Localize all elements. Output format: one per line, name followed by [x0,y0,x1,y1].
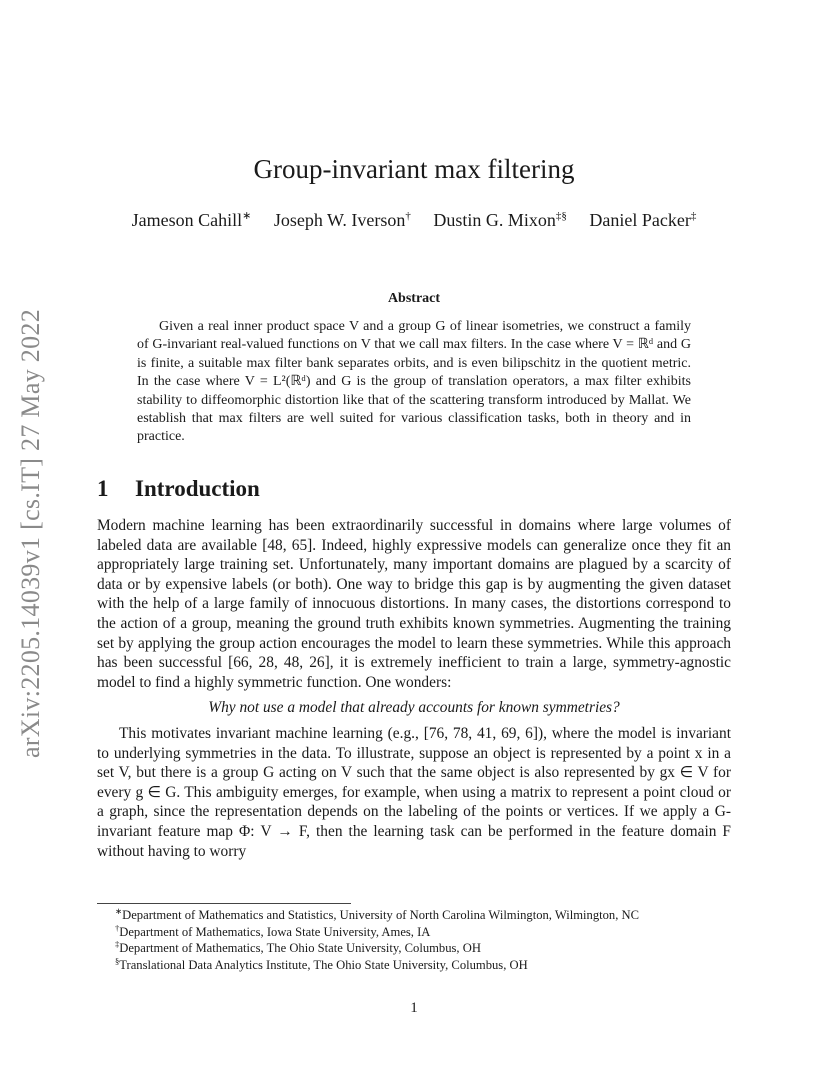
author-list [0,208,828,232]
footnote: †Department of Mathematics, Iowa State University, Ames, IA [115,922,431,939]
page-number: 1 [410,1000,418,1016]
author: Daniel Packer‡ [589,210,697,230]
highlighted-question: Why not use a model that already accounts for known symmetries? [208,699,620,717]
paragraph: This motivates invariant machine learning (e.g., [76, 78, 41, 69, 6]), where the model is invariant to underlying symmetries in the data. To illustrate, suppose an object is represented by a point x in a set V, but there is a group G acting on V such that the same object is also represented by gx ∈ V for every g ∈ G. This ambiguity emerges, for example, when using a matrix to represent a point cloud or a graph, since the representation depends on the labeling of the points or vertices. If we apply a G-invariant feature map Φ: V → F, then the learning task can be performed in the feature domain F without having to worry [97,724,731,860]
author: Joseph W. Iverson† [273,210,411,230]
footnote: ‡Department of Mathematics, The Ohio State University, Columbus, OH [115,938,481,955]
footnote: §Translational Data Analytics Institute, The Ohio State University, Columbus, OH [115,955,528,972]
paragraph: Modern machine learning has been extraordinarily successful in domains where large volumes of labeled data are available [48, 65]. Indeed, highly expressive models can generalize once they fit an appropriately large training set. Unfortunately, many important domains are plagued by a scarcity of data or by expensive labels (or both). One way to bridge this gap is by augmenting the given dataset with the help of a large family of innocuous distortions. In many cases, the distortions correspond to the action of a group, meaning the ground truth exhibits known symmetries. Augmenting the training set by applying the group action encourages the model to learn these symmetries. While this approach has been successful [66, 28, 48, 26], it is extremely inefficient to train a large, symmetry-agnostic model to find a highly symmetric function. One wonders: [97,517,731,691]
footnotes [115,907,735,973]
abstract-heading: Abstract [387,291,441,306]
section-title: Introduction [135,476,260,501]
introduction-body [97,516,731,861]
section-heading [97,475,260,503]
arxiv-stamp: arXiv:2205.14039v1 [cs.IT] 27 May 2022 [16,309,45,758]
author: Dustin G. Mixon‡§ [433,210,567,230]
paper-title: Group-invariant max filtering [253,154,575,184]
section-number: 1 [97,476,109,501]
author: Jameson Cahill∗ [131,210,252,230]
footnote-divider [97,903,351,904]
footnote: ∗Department of Mathematics and Statistics, University of North Carolina Wilmington, Wilmington, NC [115,905,640,922]
abstract-text: Given a real inner product space V and a group G of linear isometries, we construct a family of G-invariant real-valued functions on V that we call max filters. In the case where V = ℝᵈ and G is finite, a suitable max filter bank separates orbits, and is even bilipschitz in the quotient metric. In the case where V = L²(ℝᵈ) and G is the group of translation operators, a max filter exhibits stability to diffeomorphic distortion like that of the scattering transform introduced by Mallat. We establish that max filters are well suited for various classification tasks, both in theory and in practice. [137,319,691,445]
